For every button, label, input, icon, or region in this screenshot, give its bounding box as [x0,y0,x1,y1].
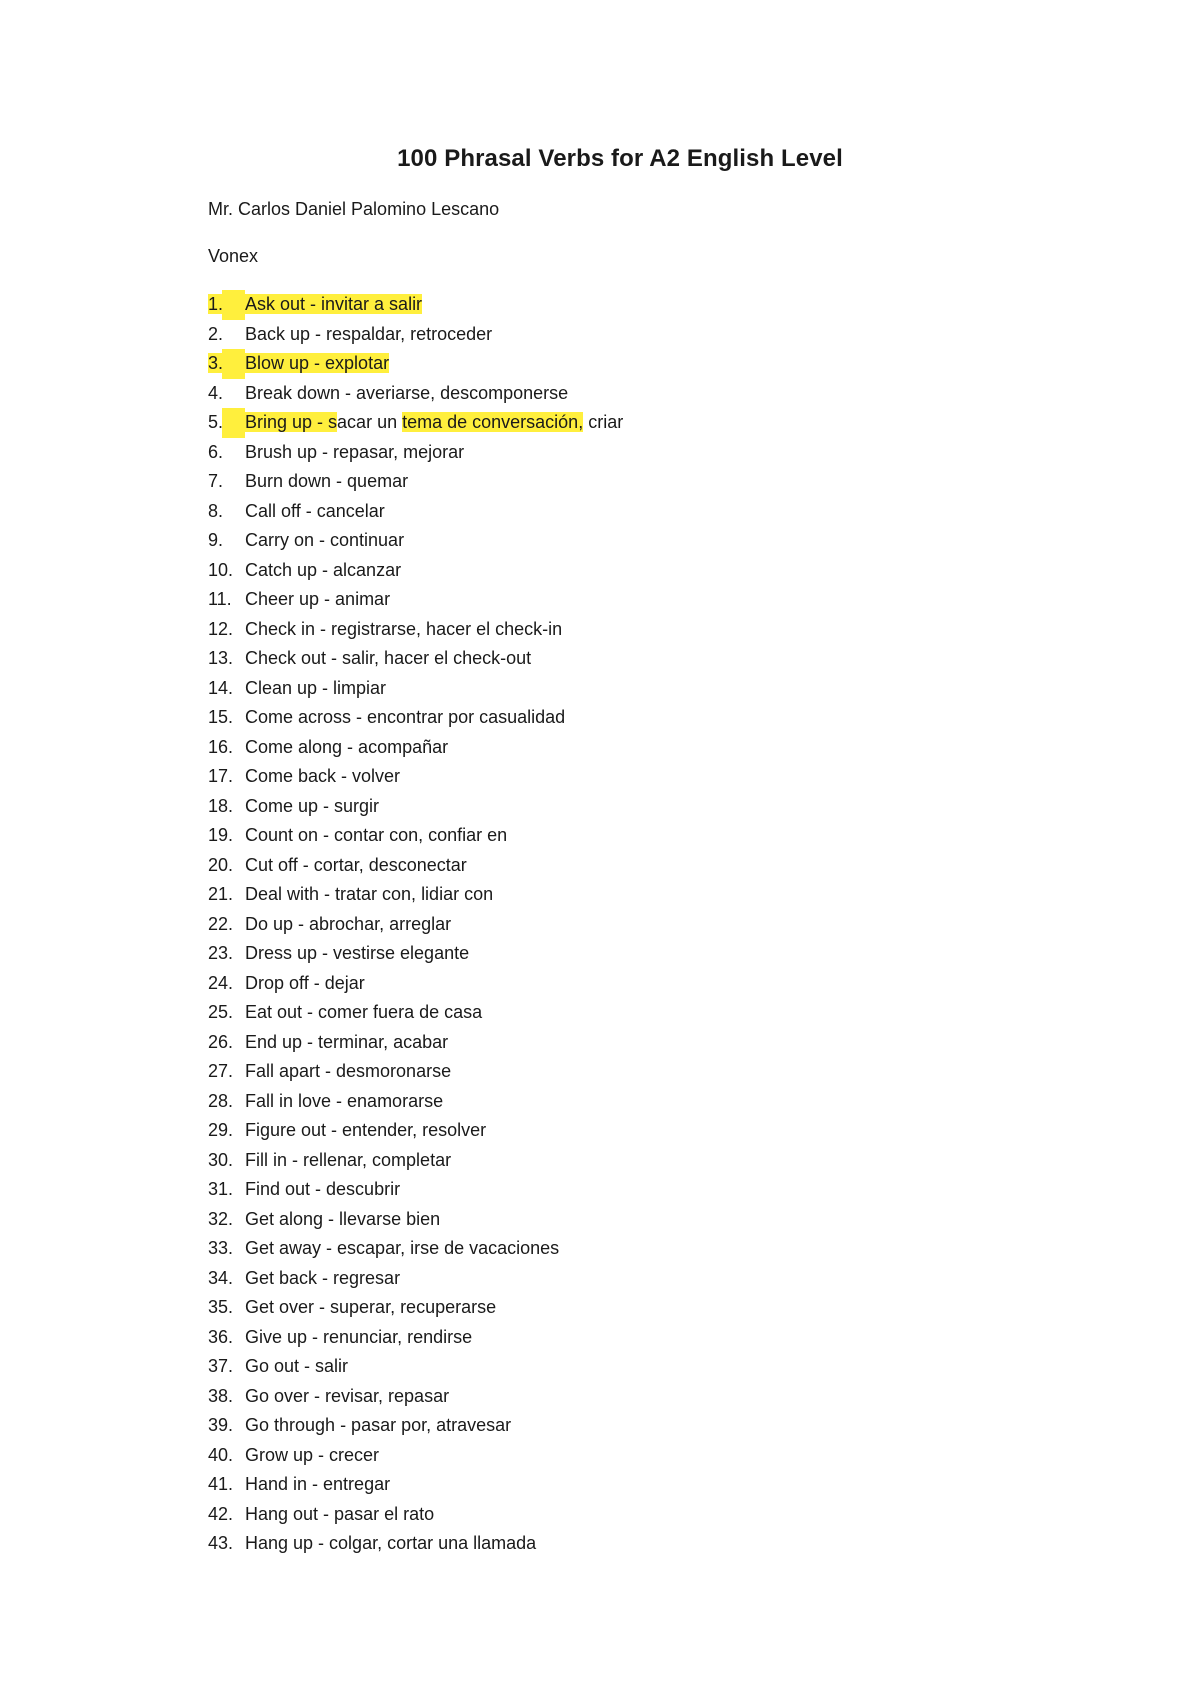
list-item-number: 24. [208,972,234,993]
list-item-text: Fall apart - desmoronarse [245,1061,452,1081]
list-item-text: Ask out - invitar a salir [245,294,423,314]
list-item [208,349,623,379]
list-item-number: 23. [208,943,234,963]
list-item-number: 29. [208,1120,234,1140]
list-item-number: 12. [208,618,234,639]
list-item-number: 28. [208,1090,234,1111]
list-item [208,792,623,822]
list-item-number: 33. [208,1238,234,1258]
document-title: 100 Phrasal Verbs for A2 English Level [397,145,843,172]
list-item [208,762,623,792]
list-item [208,1382,623,1412]
list-item-number: 39. [208,1415,234,1435]
list-item-number: 40. [208,1444,234,1465]
list-item-number: 35. [208,1297,234,1317]
list-item-number: 17. [208,766,234,786]
list-item [208,585,623,615]
list-item-number: 34. [208,1267,234,1288]
list-item-text: Cut off - cortar, desconectar [245,854,467,875]
list-item-text: Hang out - pasar el rato [245,1503,435,1524]
list-item-text: Go over - revisar, repasar [245,1385,450,1406]
list-item-number: 20. [208,854,234,875]
list-item-number: 38. [208,1385,234,1406]
list-item-text: Blow up - explotar [245,353,390,373]
list-item-number: 32. [208,1208,234,1229]
list-item-number: 1. [208,290,245,320]
list-item [208,497,623,527]
list-item-text: Fill in - rellenar, completar [245,1149,452,1170]
list-item-text: Get away - escapar, irse de vacaciones [245,1238,560,1258]
list-item-text: Find out - descubrir [245,1179,401,1199]
list-item-text [245,412,623,432]
list-item-number: 7. [208,471,224,491]
list-item-text: Come across - encontrar por casualidad [245,707,566,727]
list-item [208,1293,623,1323]
list-item-text: Give up - renunciar, rendirse [245,1326,473,1347]
list-item-text: Brush up - repasar, mejorar [245,441,465,462]
list-item [208,969,623,999]
list-item-text: Carry on - continuar [245,530,405,550]
list-item-number: 27. [208,1061,234,1081]
list-item-text: Do up - abrochar, arreglar [245,913,452,934]
list-item-number: 13. [208,648,234,668]
list-item [208,379,623,409]
list-item-text: Cheer up - animar [245,589,391,609]
list-item [208,1087,623,1117]
list-item-text: Count on - contar con, confiar en [245,825,508,845]
list-item-text: Figure out - entender, resolver [245,1120,487,1140]
list-item-number: 14. [208,677,234,698]
phrasal-verb-list [208,290,623,1559]
list-item-text: Hand in - entregar [245,1474,391,1494]
organization-name: Vonex [208,246,259,266]
list-item [208,1234,623,1264]
list-item [208,1057,623,1087]
list-item-number: 22. [208,913,234,934]
list-item-text: Grow up - crecer [245,1444,380,1465]
list-item-text: Come up - surgir [245,795,380,816]
list-item [208,1411,623,1441]
list-item-number: 8. [208,500,224,521]
list-item-text: Break down - averiarse, descomponerse [245,382,569,403]
list-item-number: 4. [208,382,224,403]
list-item-text: Come back - volver [245,766,401,786]
list-item-number: 9. [208,530,224,550]
list-item [208,1500,623,1530]
list-item-number: 18. [208,795,234,816]
list-item-text: Go through - pasar por, atravesar [245,1415,512,1435]
list-item-number: 16. [208,736,234,757]
list-item-number: 42. [208,1503,234,1524]
list-item [208,1441,623,1471]
list-item-number: 31. [208,1179,234,1199]
list-item [208,290,623,320]
list-item [208,526,623,556]
list-item [208,939,623,969]
list-item-text-segment: criar [583,412,624,432]
list-item [208,615,623,645]
list-item [208,1116,623,1146]
list-item-text: Dress up - vestirse elegante [245,943,470,963]
list-item-text: Come along - acompañar [245,736,449,757]
list-item [208,644,623,674]
list-item [208,408,623,438]
list-item-text: Hang up - colgar, cortar una llamada [245,1533,537,1553]
list-item-text: Eat out - comer fuera de casa [245,1002,483,1022]
list-item-number: 43. [208,1533,234,1553]
list-item-number: 11. [208,589,232,609]
list-item-number: 26. [208,1031,234,1052]
list-item [208,674,623,704]
list-item-text: Get along - llevarse bien [245,1208,441,1229]
list-item-text: Check out - salir, hacer el check-out [245,648,532,668]
list-item-text-segment: acar un [337,412,403,432]
list-item [208,1146,623,1176]
list-item-number: 36. [208,1326,234,1347]
list-item-text: Get over - superar, recuperarse [245,1297,497,1317]
list-item-number: 30. [208,1149,234,1170]
list-item-text: Deal with - tratar con, lidiar con [245,884,494,904]
list-item [208,1352,623,1382]
list-item-text: Call off - cancelar [245,500,385,521]
list-item [208,880,623,910]
list-item-text: Drop off - dejar [245,972,365,993]
list-item-number: 3. [208,349,245,379]
list-item-number: 5. [208,408,245,438]
list-item [208,1205,623,1235]
list-item-number: 21. [208,884,234,904]
list-item [208,1264,623,1294]
list-item-number: 15. [208,707,234,727]
list-item [208,438,623,468]
list-item [208,1175,623,1205]
list-item [208,851,623,881]
list-item [208,1470,623,1500]
list-item-number: 41. [208,1474,234,1494]
list-item-text: Go out - salir [245,1356,349,1376]
list-item-text: End up - terminar, acabar [245,1031,449,1052]
list-item [208,1028,623,1058]
list-item-number: 6. [208,441,224,462]
list-item-text: Clean up - limpiar [245,677,387,698]
list-item-number: 10. [208,559,234,580]
list-item-number: 19. [208,825,234,845]
list-item-number: 2. [208,323,224,344]
list-item-text: Fall in love - enamorarse [245,1090,444,1111]
list-item [208,910,623,940]
list-item-text: Burn down - quemar [245,471,409,491]
list-item-number: 37. [208,1356,234,1376]
list-item [208,320,623,350]
list-item [208,1323,623,1353]
list-item-text: Back up - respaldar, retroceder [245,323,493,344]
list-item [208,1529,623,1559]
list-item-text: Catch up - alcanzar [245,559,402,580]
list-item-text: Check in - registrarse, hacer el check-in [245,618,563,639]
list-item-text-segment: Bring up - s [245,412,338,432]
list-item [208,733,623,763]
author-name: Mr. Carlos Daniel Palomino Lescano [208,199,500,219]
list-item [208,821,623,851]
list-item-number: 25. [208,1002,234,1022]
list-item [208,998,623,1028]
list-item [208,467,623,497]
list-item-text-segment: tema de conversación, [402,412,584,432]
list-item [208,703,623,733]
list-item-text: Get back - regresar [245,1267,401,1288]
list-item [208,556,623,586]
